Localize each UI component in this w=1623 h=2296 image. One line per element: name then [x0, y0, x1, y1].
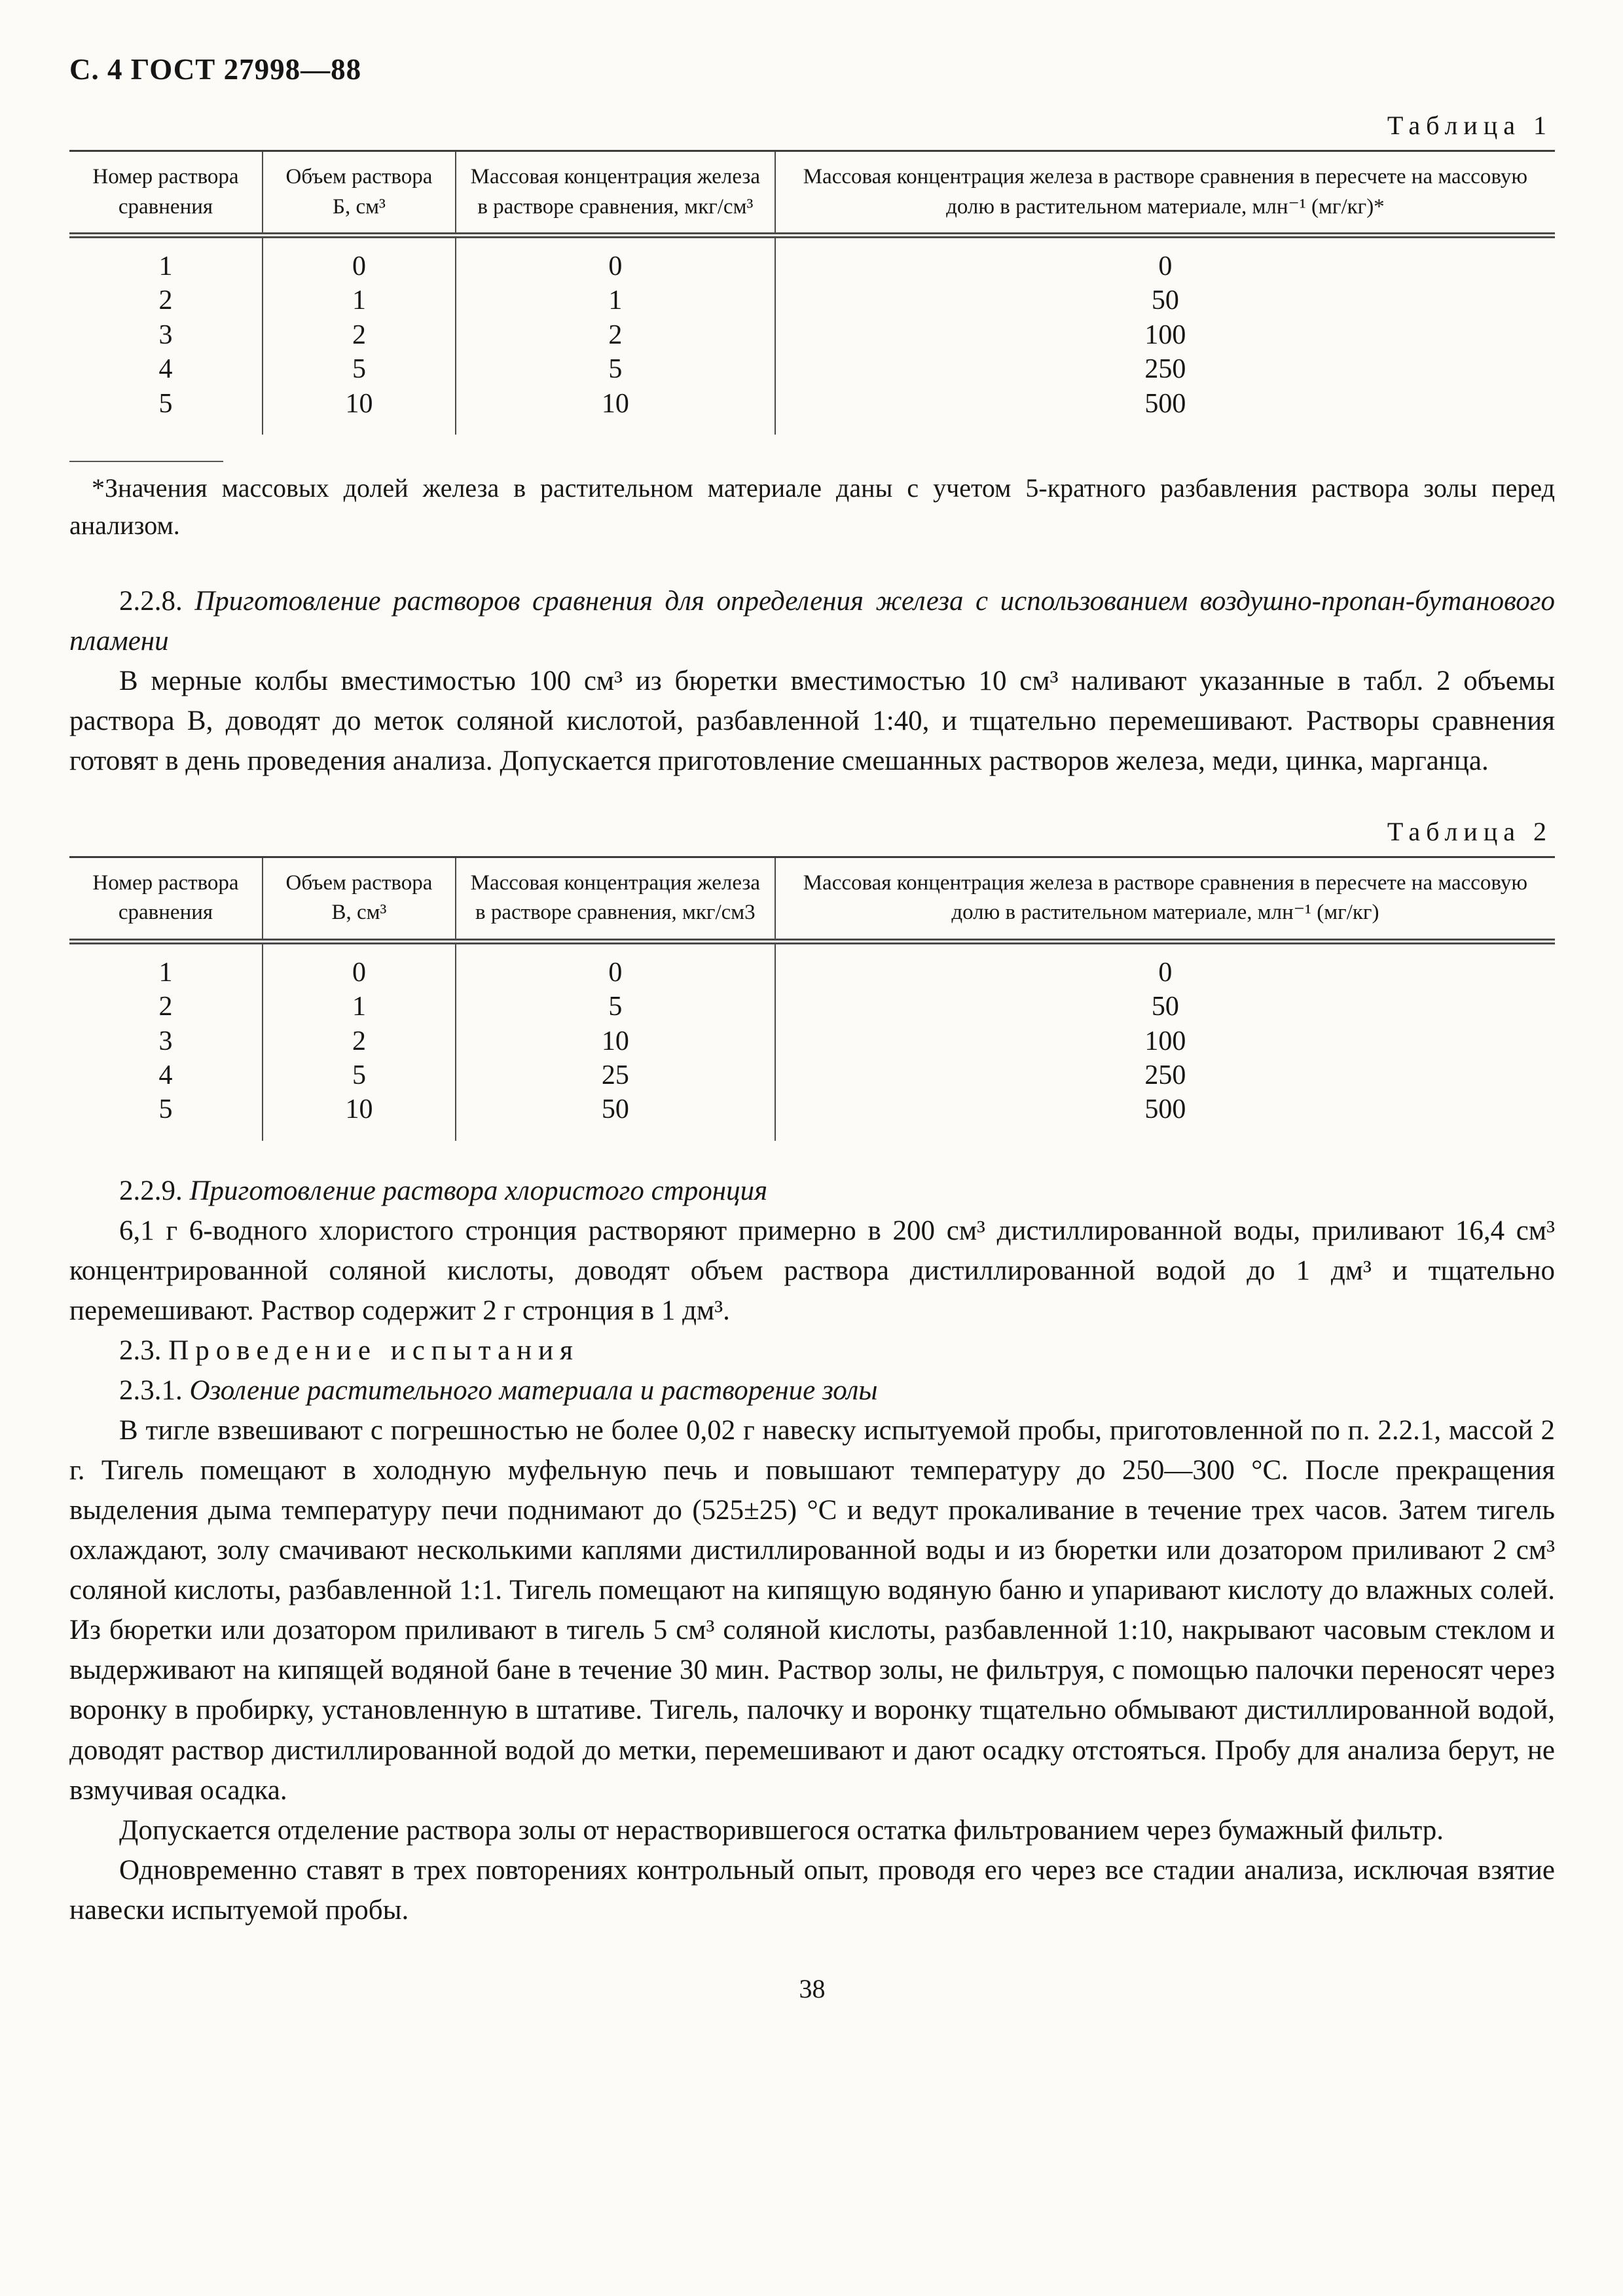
footnote-rule	[69, 461, 223, 462]
table-cell: 10	[456, 387, 775, 435]
table-cell: 0	[456, 941, 775, 990]
table-cell: 50	[775, 283, 1555, 317]
table-cell: 250	[775, 352, 1555, 386]
table2-caption: Таблица 2	[1387, 816, 1552, 846]
table-cell: 500	[775, 387, 1555, 435]
table-cell: 4	[158, 1060, 173, 1091]
table-row	[69, 1092, 1555, 1140]
section-title: Приготовление растворов сравнения для определения железа с использованием воздушно-пропан-бутанового пламени	[69, 585, 1556, 656]
column-header: Массовая концентрация железа в растворе сравнения в пересчете на массовую долю в растительном материале, млн⁻¹ (мг/кг)	[775, 857, 1555, 941]
table-cell: 3	[158, 1026, 173, 1056]
table-cell: 2	[158, 285, 173, 316]
table-cell: 5	[263, 352, 456, 386]
column-header: Объем раствора Б, см³	[263, 151, 456, 236]
section-number: 2.2.8.	[119, 585, 183, 617]
section-2-3-1-paragraph-3: Одновременно ставят в трех повторениях контрольный опыт, проводя его через все стадии анализа, исключая взятие навески испытуемой пробы.	[69, 1854, 1555, 1926]
table-cell: 1	[263, 283, 456, 317]
table-cell: 25	[456, 1058, 775, 1092]
section-number: 2.3.	[119, 1335, 162, 1367]
table2-head	[69, 857, 1555, 941]
table-row	[69, 1024, 1555, 1058]
column-header: Номер раствора сравнения	[69, 857, 263, 941]
table-cell: 50	[456, 1092, 775, 1140]
table-cell: 2	[263, 1024, 456, 1058]
section-number: 2.2.9.	[119, 1175, 183, 1206]
section-2-2-9-paragraph: 6,1 г 6-водного хлористого стронция растворяют примерно в 200 см³ дистиллированной воды, приливают 16,4 см³ концентрированной соляной кислоты, доводят объем раствора дистиллированной водой до 1 дм³ и тщательно перемешивают. Раствор содержит 2 г стронция в 1 дм³.	[69, 1215, 1555, 1326]
table-cell: 2	[158, 992, 173, 1022]
table-cell: 2	[263, 318, 456, 352]
page-number: 38	[799, 1973, 826, 2003]
table-cell: 5	[158, 388, 173, 419]
table1-head	[69, 151, 1555, 236]
table-cell: 5	[158, 1094, 173, 1125]
table1-body	[69, 236, 1555, 435]
table1-footnote: *Значения массовых долей железа в растительном материале даны с учетом 5-кратного разбавления раствора золы перед анализом.	[69, 473, 1555, 540]
table-row	[69, 387, 1555, 435]
table-row	[69, 941, 1555, 990]
table-cell: 1	[158, 957, 173, 988]
table-row	[69, 283, 1555, 317]
section-title: Озоление растительного материала и растворение золы	[189, 1375, 878, 1407]
page-header: С. 4 ГОСТ 27998—88	[69, 53, 362, 86]
section-number: 2.3.1.	[119, 1375, 183, 1407]
table-cell: 2	[456, 318, 775, 352]
table-cell: 5	[263, 1058, 456, 1092]
section-title: Проведение испытания	[168, 1335, 579, 1367]
table-cell: 500	[775, 1092, 1555, 1140]
section-2-3-heading	[69, 1331, 1555, 1371]
section-title: Приготовление раствора хлористого стронция	[189, 1175, 768, 1206]
table1	[69, 150, 1555, 435]
table-row	[69, 236, 1555, 284]
table-cell: 10	[263, 387, 456, 435]
section-2-2-8-paragraph: В мерные колбы вместимостью 100 см³ из бюретки вместимостью 10 см³ наливают указанные в табл. 2 объемы раствора В, доводят до меток соляной кислотой, разбавленной 1:40, и тщательно перемешивают. Растворы сравнения готовят в день проведения анализа. Допускается приготовление смешанных растворов железа, меди, цинка, марганца.	[69, 665, 1555, 776]
table-cell: 4	[158, 354, 173, 385]
table-row	[69, 990, 1555, 1024]
table-cell: 100	[775, 1024, 1555, 1058]
section-2-3-1-paragraph-1: В тигле взвешивают с погрешностью не более 0,02 г навеску испытуемой пробы, приготовленной по п. 2.2.1, массой 2 г. Тигель помещают в холодную муфельную печь и повышают температуру до 250—300 °С. После прекращения выделения дыма температуру печи поднимают до (525±25) °С и ведут прокаливание в течение трех часов. Затем тигель охлаждают, золу смачивают несколькими каплями дистиллированной воды и из бюретки или дозатором приливают 2 см³ соляной кислоты, разбавленной 1:1. Тигель помещают на кипящую водяную баню и упаривают кислоту до влажных солей. Из бюретки или дозатором приливают в тигель 5 см³ соляной кислоты, разбавленной 1:10, накрывают часовым стеклом и выдерживают на кипящей водяной бане в течение 30 мин. Раствор золы, не фильтруя, с помощью палочки переносят через воронку в пробирку, установленную в штативе. Тигель, палочку и воронку тщательно обмывают дистиллированной водой, доводят раствор дистиллированной водой до метки, перемешивают и дают осадку отстояться. Пробу для анализа берут, не взмучивая осадка.	[69, 1415, 1555, 1806]
table-header-row	[69, 857, 1555, 941]
section-2-3-1-heading	[69, 1371, 1555, 1410]
column-header: Объем раствора В, см³	[263, 857, 456, 941]
table-cell: 10	[456, 1024, 775, 1058]
table-cell: 100	[775, 318, 1555, 352]
table-header-row	[69, 151, 1555, 236]
table-cell: 3	[158, 319, 173, 350]
table2-body	[69, 941, 1555, 1140]
table-row	[69, 1058, 1555, 1092]
section-2-2-8-heading	[69, 581, 1555, 661]
table-cell: 0	[775, 941, 1555, 990]
column-header: Массовая концентрация железа в растворе сравнения, мкг/см³	[456, 151, 775, 236]
table-cell: 10	[263, 1092, 456, 1140]
table-cell: 0	[456, 236, 775, 284]
column-header: Массовая концентрация железа в растворе сравнения, мкг/см3	[456, 857, 775, 941]
table-cell: 1	[456, 283, 775, 317]
section-2-2-9-heading	[69, 1171, 1555, 1211]
table-cell: 1	[263, 990, 456, 1024]
table-cell: 250	[775, 1058, 1555, 1092]
table2	[69, 856, 1555, 1141]
table-cell: 5	[456, 352, 775, 386]
table-cell: 5	[456, 990, 775, 1024]
table1-caption: Таблица 1	[1387, 111, 1552, 140]
table-cell: 1	[158, 251, 173, 282]
table-cell: 0	[263, 941, 456, 990]
section-2-3-1-paragraph-2: Допускается отделение раствора золы от нерастворившегося остатка фильтрованием через бумажный фильтр.	[119, 1814, 1444, 1846]
column-header: Массовая концентрация железа в растворе сравнения в пересчете на массовую долю в растительном материале, млн⁻¹ (мг/кг)*	[775, 151, 1555, 236]
column-header: Номер раствора сравнения	[69, 151, 263, 236]
table-row	[69, 318, 1555, 352]
table-cell: 0	[775, 236, 1555, 284]
table-cell: 0	[263, 236, 456, 284]
table-row	[69, 352, 1555, 386]
table-cell: 50	[775, 990, 1555, 1024]
